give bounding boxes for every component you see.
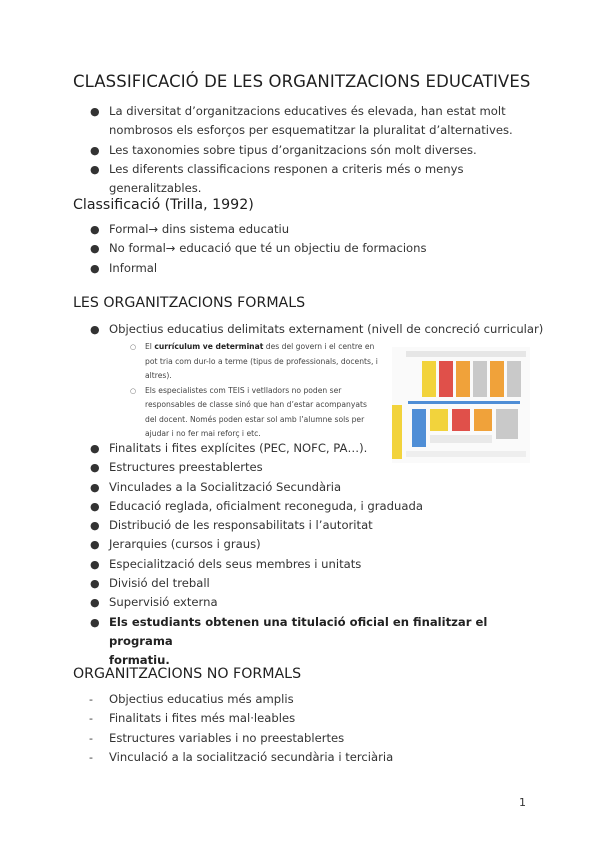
bullet-icon: ● <box>90 557 100 571</box>
no-formals-heading: ORGANITZACIONS NO FORMALS <box>73 666 302 682</box>
circle-bullet-icon: ○ <box>130 386 137 395</box>
list-item: - Vinculació a la socialització secundària i terciària <box>109 748 549 767</box>
figure-box <box>452 409 470 431</box>
list-item: del docent. Només poden estar sol amb l’alumne sols per <box>145 414 365 424</box>
bullet-icon: ● <box>90 105 100 118</box>
bullet-icon: ● <box>90 323 100 336</box>
bullet-icon: ● <box>90 538 100 552</box>
list-item: - Finalitats i fites més mal·leables <box>109 709 549 728</box>
figure-box <box>430 409 448 431</box>
list-item: nombrosos els esforços per esquematitzar la pluralitat d’alternatives. <box>109 123 513 138</box>
bullet-icon: ● <box>90 442 100 455</box>
page-number: 1 <box>519 796 526 809</box>
list-item: - Estructures variables i no preestablertes <box>109 729 549 748</box>
bullet-icon: ● <box>90 577 100 591</box>
figure-box <box>456 361 470 397</box>
bullet-icon: ● <box>90 242 100 256</box>
bullet-icon: ● <box>90 480 100 494</box>
list-item: ● Educació reglada, oficialment reconeguda, i graduada <box>109 497 549 516</box>
bullet-icon: ● <box>90 223 100 236</box>
figure-box <box>490 361 504 397</box>
dash-bullet-icon: - <box>89 750 93 764</box>
list-item: ● Distribució de les responsabilitats i l’autoritat <box>109 516 549 535</box>
list-item: ● Informal <box>109 259 549 278</box>
list-item: ● La diversitat d’organitzacions educatives és elevada, han estat molt <box>109 102 549 121</box>
no-formals-list <box>89 690 549 767</box>
list-item: ● Vinculades a la Socialització Secundària <box>109 478 549 497</box>
list-item: ● Objectius educatius delimitats externament (nivell de concreció curricular) <box>109 320 549 339</box>
list-item: ● Especialització dels seus membres i unitats <box>109 555 549 574</box>
bullet-icon: ● <box>90 499 100 513</box>
formals-heading: LES ORGANITZACIONS FORMALS <box>73 295 306 311</box>
figure-header <box>406 351 526 357</box>
bullet-icon: ● <box>90 596 100 610</box>
dash-bullet-icon: - <box>89 712 93 726</box>
list-item: ● Divisió del treball <box>109 574 549 593</box>
circle-bullet-icon: ○ <box>130 343 137 351</box>
figure-box <box>473 361 487 397</box>
bullet-icon: ● <box>90 519 100 533</box>
list-item: ● Formal→ dins sistema educatiu <box>109 220 549 239</box>
list-item: ● Supervisió externa <box>109 593 549 612</box>
formals-first-list <box>90 320 549 339</box>
figure-box <box>496 409 518 439</box>
page-title: CLASSIFICACIÓ DE LES ORGANITZACIONS EDUCATIVES <box>73 72 531 91</box>
list-item: ● No formal→ educació que té un objectiu de formacions <box>109 239 549 258</box>
list-item: ● Les taxonomies sobre tipus d’organitzacions són molt diverses. <box>109 141 549 160</box>
list-item: formatiu. <box>109 653 170 668</box>
intro-list <box>90 102 549 198</box>
list-item: ○ El currículum ve determinat des del govern i el centre en <box>145 340 385 355</box>
bullet-icon: ● <box>90 143 100 157</box>
trilla-list <box>90 220 549 278</box>
list-item: ajudar i no fer mai reforç i etc. <box>145 429 261 438</box>
list-item: ● Jerarquies (cursos i graus) <box>109 535 549 554</box>
figure-box <box>474 409 492 431</box>
list-item: ● Finalitats i fites explícites (PEC, NOFC, PA…). <box>109 439 549 458</box>
list-item: responsables de classe sinó que han d’estar acompanyats <box>145 400 367 409</box>
bullet-icon: ● <box>90 461 100 475</box>
list-item: ● Estructures preestablertes <box>109 458 549 477</box>
list-item: pot tria com dur-lo a terme (tipus de professionals, docents, i <box>145 356 378 366</box>
figure-box <box>507 361 521 397</box>
list-item: altres). <box>145 371 172 380</box>
list-item: ○ Els especialistes com TEIS i vetlladors no poden ser <box>145 384 385 399</box>
figure-box <box>439 361 453 397</box>
figure-line <box>408 401 520 404</box>
list-item: ● Els estudiants obtenen una titulació oficial en finalitzar el programa <box>90 614 488 648</box>
trilla-heading: Classificació (Trilla, 1992) <box>73 197 254 213</box>
dash-bullet-icon: - <box>89 731 93 745</box>
figure-box <box>422 361 436 397</box>
formals-sub-list <box>130 340 385 442</box>
bullet-icon: ● <box>90 261 100 275</box>
list-item: ● Les diferents classificacions responen a criteris més o menys generalitzables. <box>90 161 464 196</box>
formals-list <box>90 439 549 671</box>
bullet-icon: ● <box>90 162 100 176</box>
bullet-icon: ● <box>90 615 100 629</box>
dash-bullet-icon: - <box>89 693 93 706</box>
list-item: - Objectius educatius més amplis <box>109 690 549 709</box>
